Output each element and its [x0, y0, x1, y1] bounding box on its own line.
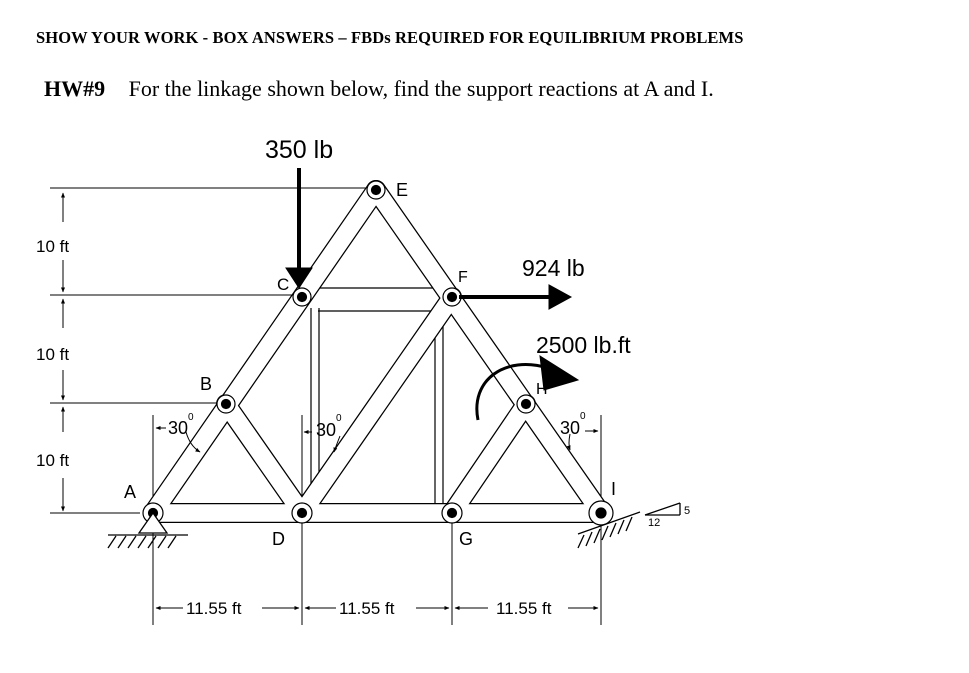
joint-label-a: A [124, 482, 137, 502]
angle-degree-right: 0 [580, 411, 586, 422]
problem-number: HW#9 [44, 76, 106, 101]
joint-label-b: B [200, 374, 213, 394]
slope-rise: 5 [684, 505, 691, 517]
dimension-label-vertical-1: 10 ft [36, 237, 70, 256]
joint-label-i: I [611, 479, 617, 499]
instructions-header: SHOW YOUR WORK - BOX ANSWERS – FBDs REQUIRED FOR EQUILIBRIUM PROBLEMS [36, 28, 744, 47]
angle-label-middle: 30 [316, 420, 337, 440]
angle-degree-left: 0 [188, 412, 194, 423]
dimension-label-horizontal-1: 11.55 ft [186, 599, 242, 618]
joint-label-c: C [277, 275, 290, 294]
moment-2500lbft-label: 2500 lb.ft [536, 332, 631, 358]
angle-label-right: 30 [560, 418, 581, 438]
problem-statement: For the linkage shown below, find the support reactions at A and I. [128, 76, 714, 101]
joint-label-d: D [272, 529, 285, 549]
joint-label-e: E [396, 180, 409, 200]
joint-label-h: H [536, 381, 548, 398]
dimension-label-vertical-2: 10 ft [36, 345, 70, 364]
angle-label-left: 30 [168, 418, 189, 438]
dimension-label-horizontal-2: 11.55 ft [339, 599, 395, 618]
force-924lb-label: 924 lb [522, 255, 585, 281]
joint-label-g: G [459, 529, 474, 549]
linkage-members [153, 190, 601, 513]
angle-markers [156, 428, 598, 452]
angle-degree-middle: 0 [336, 413, 342, 424]
dimension-label-horizontal-3: 11.55 ft [496, 599, 552, 618]
dimension-label-vertical-3: 10 ft [36, 451, 70, 470]
force-350lb-label: 350 lb [265, 136, 334, 164]
slope-run: 12 [648, 517, 661, 529]
force-924lb-arrow [459, 285, 571, 309]
force-350lb-arrow [286, 168, 312, 288]
joint-label-f: F [458, 269, 468, 286]
